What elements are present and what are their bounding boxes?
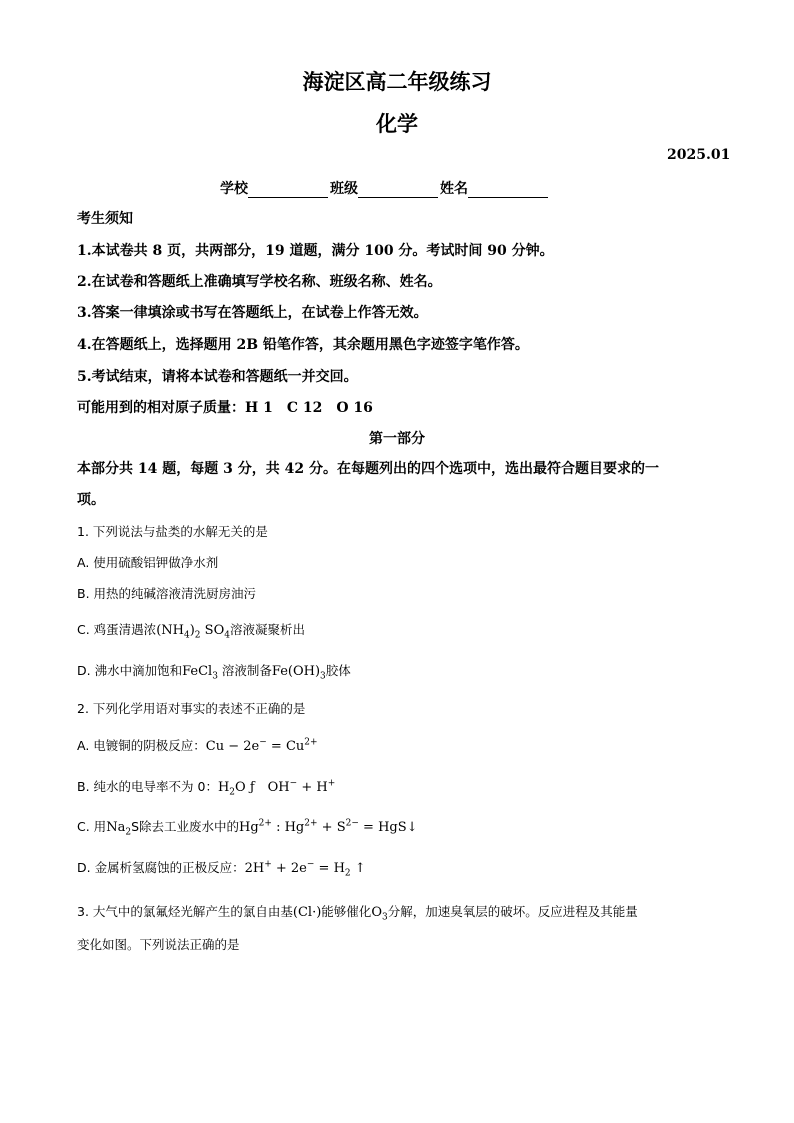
notice-item: 3.答案一律填涂或书写在答题纸上，在试卷上作答无效。 xyxy=(77,305,428,321)
class-blank xyxy=(358,183,438,198)
school-blank xyxy=(248,183,328,198)
atomic-mass-line: 可能用到的相对原子质量：H 1 C 12 O 16 xyxy=(77,400,373,416)
q2-option-b: B. 纯水的电导率不为 0：$H_2O$ ƒ OH− + H+ xyxy=(77,778,336,798)
q1-option-a: A. 使用硫酸铝钾做净水剂 xyxy=(77,555,219,570)
question-2-stem: 2. 下列化学用语对事实的表述不正确的是 xyxy=(77,701,306,716)
notice-item: 1.本试卷共 8 页，共两部分，19 道题，满分 100 分。考试时间 90 分钟。 xyxy=(77,243,554,259)
part-intro: 本部分共 14 题，每题 3 分，共 42 分。在每题列出的四个选项中，选出最符合题目要求的一 xyxy=(77,461,659,477)
question-3-stem-cont: 变化如图。下列说法正确的是 xyxy=(77,937,240,952)
exam-date: 2025.01 xyxy=(667,147,731,163)
exam-title: 海淀区高二年级练习 xyxy=(302,69,492,94)
question-3-stem: 3. 大气中的氯氟烃光解产生的氯自由基(Cl·)能够催化$O_3$分解，加速臭氧层的破坏。反应进程及其能量 xyxy=(77,904,638,923)
notice-item: 5.考试结束，请将本试卷和答题纸一并交回。 xyxy=(77,369,358,385)
q1-option-c: C. 鸡蛋清遇浓$(NH_4)_2$ $SO_4$溶液凝聚析出 xyxy=(77,622,305,641)
notice-item: 4.在答题纸上，选择题用 2B 铅笔作答，其余题用黑色字迹签字笔作答。 xyxy=(77,337,529,353)
q2-option-a: A. 电镀铜的阴极反应：$Cu - 2e^- = Cu^{2+}$ xyxy=(77,737,318,754)
q2-option-d: D. 金属析氢腐蚀的正极反应：$2H^+ + 2e^- = H_2$ ↑ xyxy=(77,859,366,879)
notice-heading: 考生须知 xyxy=(77,211,133,227)
question-1-stem: 1. 下列说法与盐类的水解无关的是 xyxy=(77,524,268,539)
name-label: 姓名 xyxy=(440,181,468,197)
class-label: 班级 xyxy=(330,181,358,197)
part-heading: 第一部分 xyxy=(369,431,425,447)
subject-title: 化学 xyxy=(376,111,418,136)
name-blank xyxy=(468,183,548,198)
q1-option-b: B. 用热的纯碱溶液清洗厨房油污 xyxy=(77,586,257,601)
notice-item: 2.在试卷和答题纸上准确填写学校名称、班级名称、姓名。 xyxy=(77,274,442,290)
q2-option-c: C. 用$Na_2S$除去工业废水中的$Hg^{2+}$ : $Hg^{2+} + S^{2-}$ = HgS↓ xyxy=(77,818,418,838)
info-fields xyxy=(220,178,550,198)
part-intro-cont: 项。 xyxy=(77,492,105,508)
q1-option-d: D. 沸水中滴加饱和FeCl$_3$ 溶液制备$Fe(OH)_3$胶体 xyxy=(77,663,351,682)
school-label: 学校 xyxy=(220,181,248,197)
